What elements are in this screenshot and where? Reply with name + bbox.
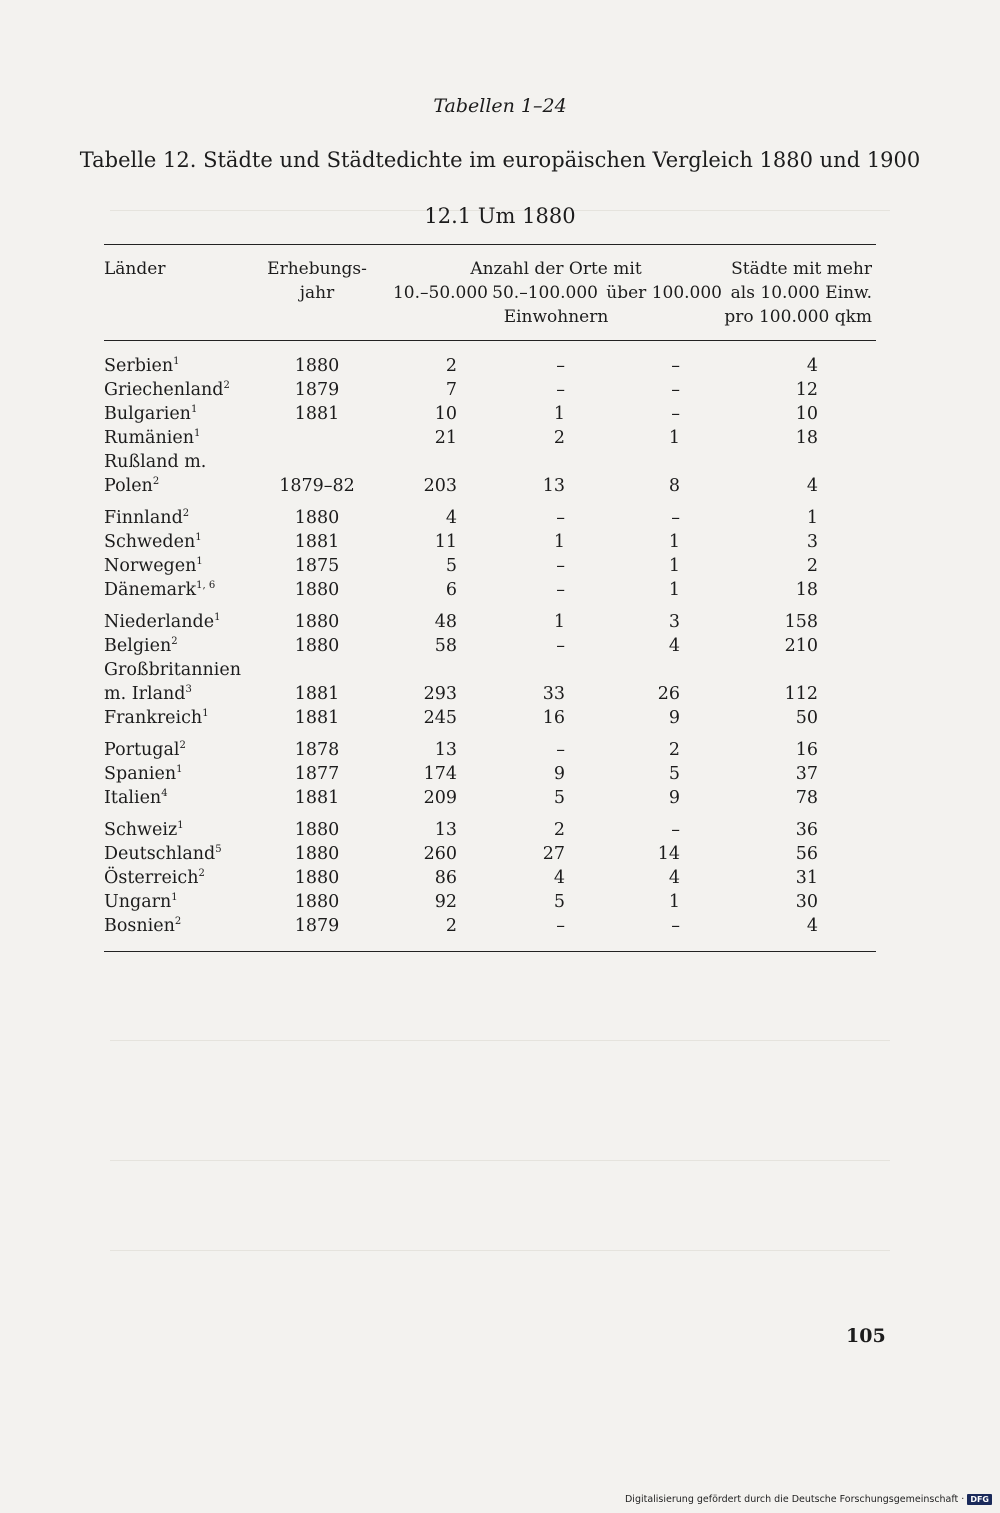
cell-land: Schweden$^1$ [104, 532, 202, 552]
footnote-marker: 1 [214, 612, 221, 623]
table-row [0, 556, 1000, 580]
cell-over-100k: 14 [657, 844, 680, 864]
table-bottom-rule [104, 951, 876, 952]
footnote-marker: 2 [179, 740, 186, 751]
footnote-marker: 2 [174, 916, 182, 927]
cell-density: 112 [784, 684, 818, 704]
cell-10-50k: 293 [423, 684, 457, 704]
table-row [0, 508, 1000, 532]
header-unit: Einwohnern [503, 307, 609, 327]
cell-50-100k: 13 [542, 476, 565, 496]
cell-land: Italien$^4$ [104, 788, 168, 808]
cell-land: Dänemark$^{1, 6}$ [104, 580, 216, 600]
cell-density: 3 [806, 532, 818, 552]
header-density-line1: Städte mit mehr [731, 259, 872, 279]
table-top-rule [104, 244, 876, 245]
cell-land: Rußland m. [104, 452, 207, 472]
cell-10-50k: 13 [434, 740, 457, 760]
cell-density: 36 [795, 820, 818, 840]
cell-year: 1881 [294, 708, 340, 728]
cell-year: 1880 [294, 508, 340, 528]
cell-land: Bosnien$^2$ [104, 916, 182, 936]
footnote-marker: 2 [198, 868, 205, 879]
cell-density: 18 [795, 428, 818, 448]
footnote-marker: 2 [152, 476, 160, 487]
cell-year: 1879–82 [279, 476, 355, 496]
table-row [0, 916, 1000, 940]
cell-over-100k: 26 [657, 684, 680, 704]
cell-land: Schweiz$^1$ [104, 820, 184, 840]
cell-year: 1880 [294, 636, 340, 656]
cell-over-100k: 1 [668, 556, 680, 576]
cell-10-50k: 21 [434, 428, 457, 448]
cell-10-50k: 6 [445, 580, 457, 600]
table-header-rule [104, 340, 876, 341]
cell-density: 210 [784, 636, 818, 656]
footnote-marker: 1 [171, 892, 178, 903]
cell-over-100k: 1 [668, 580, 680, 600]
table-row [0, 740, 1000, 764]
cell-50-100k: 5 [553, 892, 565, 912]
cell-10-50k: 11 [434, 532, 457, 552]
cell-land: Spanien$^1$ [104, 764, 183, 784]
cell-land: Serbien$^1$ [104, 356, 180, 376]
cell-10-50k: 174 [423, 764, 457, 784]
cell-land: Niederlande$^1$ [104, 612, 221, 632]
header-col-b: 50.–100.000 [492, 283, 598, 303]
cell-50-100k: – [556, 580, 565, 600]
table-row [0, 844, 1000, 868]
cell-50-100k: 2 [553, 820, 565, 840]
cell-10-50k: 4 [445, 508, 457, 528]
cell-land: Belgien$^2$ [104, 636, 178, 656]
cell-land: m. Irland$^3$ [104, 684, 192, 704]
cell-50-100k: 1 [553, 532, 565, 552]
footnote-marker: 1 [195, 532, 202, 543]
cell-land: Deutschland$^5$ [104, 844, 222, 864]
table-row [0, 636, 1000, 660]
header-col-c: über 100.000 [606, 283, 722, 303]
cell-year: 1875 [294, 556, 340, 576]
cell-10-50k: 2 [445, 356, 457, 376]
table-row [0, 660, 1000, 684]
header-land: Länder [104, 259, 166, 279]
cell-year: 1881 [294, 532, 340, 552]
cell-50-100k: 16 [542, 708, 565, 728]
table-row [0, 428, 1000, 452]
cell-year: 1881 [294, 788, 340, 808]
cell-50-100k: 1 [553, 404, 565, 424]
table-row [0, 892, 1000, 916]
footer-text: Digitalisierung gefördert durch die Deutsche Forschungsgemeinschaft · [624, 1494, 965, 1505]
header-year-line1: Erhebungs- [267, 259, 367, 279]
cell-50-100k: – [556, 916, 565, 936]
cell-density: 56 [795, 844, 818, 864]
cell-land: Finnland$^2$ [104, 508, 190, 528]
cell-50-100k: 2 [553, 428, 565, 448]
cell-land: Norwegen$^1$ [104, 556, 203, 576]
cell-10-50k: 48 [434, 612, 457, 632]
cell-10-50k: 2 [445, 916, 457, 936]
table-row [0, 684, 1000, 708]
cell-over-100k: – [671, 380, 680, 400]
cell-year: 1879 [294, 380, 340, 400]
table-row [0, 580, 1000, 604]
cell-year: 1880 [294, 580, 340, 600]
cell-over-100k: 4 [668, 868, 680, 888]
cell-year: 1879 [294, 916, 340, 936]
cell-land: Rumänien$^1$ [104, 428, 201, 448]
table-row [0, 380, 1000, 404]
dfg-logo: DFG [967, 1494, 992, 1505]
cell-over-100k: – [671, 916, 680, 936]
cell-year: 1880 [294, 844, 340, 864]
cell-10-50k: 92 [434, 892, 457, 912]
cell-year: 1880 [294, 820, 340, 840]
cell-density: 18 [795, 580, 818, 600]
table-row [0, 820, 1000, 844]
cell-land: Portugal$^2$ [104, 740, 186, 760]
footer-banner [625, 1494, 992, 1505]
header-col-a: 10.–50.000 [392, 283, 488, 303]
table-row [0, 612, 1000, 636]
cell-over-100k: – [671, 820, 680, 840]
cell-land: Ungarn$^1$ [104, 892, 178, 912]
footnote-marker: 1 [190, 404, 198, 415]
cell-50-100k: – [556, 380, 565, 400]
table-row [0, 788, 1000, 812]
cell-over-100k: 8 [668, 476, 680, 496]
running-head: Tabellen 1–24 [433, 95, 567, 117]
cell-year: 1881 [294, 684, 340, 704]
cell-land: Polen$^2$ [104, 476, 160, 496]
cell-density: 4 [806, 476, 818, 496]
cell-50-100k: – [556, 508, 565, 528]
table-row [0, 404, 1000, 428]
cell-land: Frankreich$^1$ [104, 708, 209, 728]
cell-density: 30 [795, 892, 818, 912]
cell-year: 1880 [294, 356, 340, 376]
table-subtitle: 12.1 Um 1880 [424, 204, 576, 228]
cell-density: 158 [784, 612, 818, 632]
cell-50-100k: 4 [553, 868, 565, 888]
cell-50-100k: – [556, 356, 565, 376]
cell-density: 31 [795, 868, 818, 888]
table-row [0, 532, 1000, 556]
cell-over-100k: 1 [668, 532, 680, 552]
cell-land: Großbritannien [104, 660, 241, 680]
cell-10-50k: 203 [423, 476, 457, 496]
table-row [0, 868, 1000, 892]
cell-50-100k: 27 [542, 844, 565, 864]
header-density-line2: als 10.000 Einw. [730, 283, 872, 303]
cell-density: 10 [795, 404, 818, 424]
cell-land: Griechenland$^2$ [104, 380, 230, 400]
cell-10-50k: 58 [434, 636, 457, 656]
footnote-marker: 1 [193, 428, 201, 439]
cell-density: 12 [795, 380, 818, 400]
footnote-marker: 1 [173, 356, 180, 367]
cell-50-100k: 9 [553, 764, 565, 784]
cell-50-100k: – [556, 740, 565, 760]
cell-year: 1877 [294, 764, 340, 784]
footnote-marker: 2 [171, 636, 178, 647]
cell-year: 1880 [294, 868, 340, 888]
cell-10-50k: 7 [445, 380, 457, 400]
cell-10-50k: 10 [434, 404, 457, 424]
cell-density: 50 [795, 708, 818, 728]
cell-10-50k: 86 [434, 868, 457, 888]
cell-year: 1880 [294, 612, 340, 632]
cell-density: 4 [806, 356, 818, 376]
table-row [0, 452, 1000, 476]
footnote-marker: 1 [177, 820, 184, 831]
cell-density: 2 [806, 556, 818, 576]
cell-density: 78 [795, 788, 818, 808]
table-row [0, 476, 1000, 500]
cell-over-100k: 1 [668, 428, 680, 448]
cell-10-50k: 5 [445, 556, 457, 576]
cell-over-100k: 9 [668, 788, 680, 808]
cell-50-100k: 5 [553, 788, 565, 808]
table-row [0, 764, 1000, 788]
cell-density: 37 [795, 764, 818, 784]
footnote-marker: 1 [176, 764, 183, 775]
footnote-marker: 2 [223, 380, 230, 391]
cell-over-100k: 5 [668, 764, 680, 784]
cell-over-100k: 3 [668, 612, 680, 632]
footnote-marker: 1 [196, 556, 203, 567]
footnote-marker: 5 [215, 844, 222, 855]
cell-over-100k: 2 [668, 740, 680, 760]
footnote-marker: 4 [161, 788, 168, 799]
cell-year: 1878 [294, 740, 340, 760]
cell-density: 4 [806, 916, 818, 936]
footnote-marker: 1 [202, 708, 209, 719]
cell-over-100k: 1 [668, 892, 680, 912]
cell-10-50k: 13 [434, 820, 457, 840]
cell-over-100k: – [671, 404, 680, 424]
table-row [0, 356, 1000, 380]
cell-50-100k: 33 [542, 684, 565, 704]
table-title: Tabelle 12. Städte und Städtedichte im europäischen Vergleich 1880 und 1900 [79, 148, 921, 172]
cell-over-100k: – [671, 508, 680, 528]
cell-over-100k: – [671, 356, 680, 376]
cell-50-100k: – [556, 636, 565, 656]
footnote-marker: 3 [185, 684, 192, 695]
table-row [0, 708, 1000, 732]
header-density-line3: pro 100.000 qkm [724, 307, 872, 327]
cell-density: 16 [795, 740, 818, 760]
cell-density: 1 [806, 508, 818, 528]
cell-50-100k: 1 [553, 612, 565, 632]
cell-10-50k: 245 [423, 708, 457, 728]
cell-50-100k: – [556, 556, 565, 576]
header-group: Anzahl der Orte mit [470, 259, 642, 279]
cell-over-100k: 9 [668, 708, 680, 728]
cell-year: 1881 [294, 404, 340, 424]
cell-10-50k: 209 [423, 788, 457, 808]
header-year-line2: jahr [299, 283, 335, 303]
cell-over-100k: 4 [668, 636, 680, 656]
page-number: 105 [846, 1325, 886, 1347]
cell-10-50k: 260 [423, 844, 457, 864]
footnote-marker: 2 [182, 508, 190, 519]
cell-land: Bulgarien$^1$ [104, 404, 198, 424]
footnote-marker: 1, 6 [196, 580, 216, 591]
cell-year: 1880 [294, 892, 340, 912]
cell-land: Österreich$^2$ [104, 868, 205, 888]
